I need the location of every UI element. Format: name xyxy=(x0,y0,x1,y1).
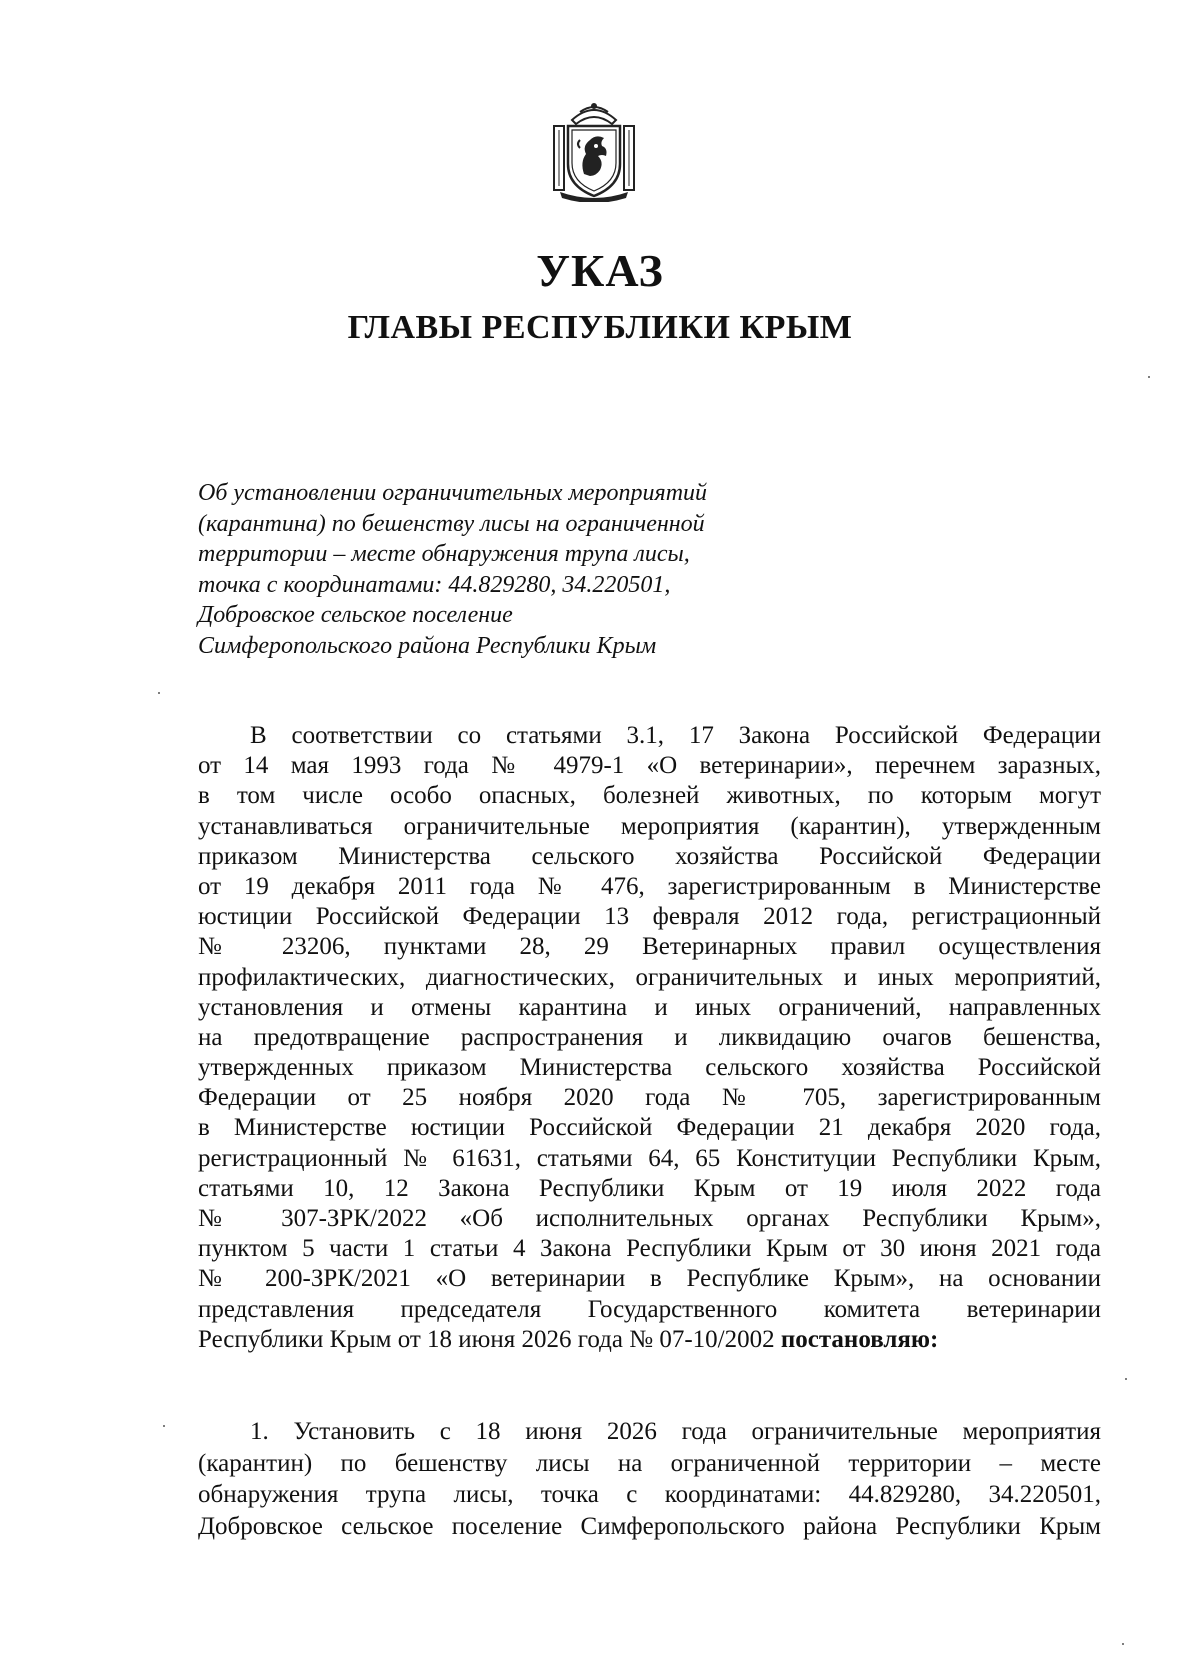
point-1-line: обнаружения трупа лисы, точка с координатами: 44.829280, 34.220501, xyxy=(198,1481,1101,1508)
point-1-line: Добровское сельское поселение Симферопольского района Республики Крым xyxy=(198,1512,1101,1540)
subject-line: Об установлении ограничительных мероприятий xyxy=(198,480,708,506)
preamble-paragraph xyxy=(198,721,1101,1355)
preamble-line: Федерации от 25 ноября 2020 года № 705, зарегистрированным xyxy=(198,1084,1101,1112)
preamble-line: утвержденных приказом Министерства сельского хозяйства Российской xyxy=(198,1054,1101,1082)
document-title: УКАЗ xyxy=(536,245,664,296)
scan-speck xyxy=(1122,1643,1124,1645)
scan-speck xyxy=(1148,376,1150,378)
subject-line: территории – месте обнаружения трупа лисы, xyxy=(198,541,690,567)
point-1-line: 1. Установить с 18 июня 2026 года ограничительные мероприятия xyxy=(250,1418,1101,1445)
point-1-paragraph xyxy=(198,1416,1101,1542)
preamble-last-line xyxy=(198,1325,1101,1355)
decree-subject xyxy=(198,478,838,661)
preamble-line: пунктом 5 части 1 статьи 4 Закона Республики Крым от 30 июня 2021 года xyxy=(198,1235,1101,1263)
preamble-line: № 307-ЗРК/2022 «Об исполнительных органах Республики Крым», xyxy=(198,1205,1101,1232)
preamble-line: от 14 мая 1993 года № 4979-1 «О ветеринарии», перечнем заразных, xyxy=(198,752,1101,780)
preamble-line: установления и отмены карантина и иных ограничений, направленных xyxy=(198,993,1101,1021)
preamble-line: регистрационный № 61631, статьями 64, 65 Конституции Республики Крым, xyxy=(198,1144,1101,1172)
scan-speck xyxy=(163,1425,165,1427)
preamble-line: представления председателя Государственного комитета ветеринарии xyxy=(198,1295,1101,1323)
preamble-line: устанавливаться ограничительные мероприятия (карантин), утвержденным xyxy=(198,812,1101,840)
preamble-line: В соответствии со статьями 3.1, 17 Закона Российской Федерации xyxy=(250,722,1101,749)
preamble-line: юстиции Российской Федерации 13 февраля 2012 года, регистрационный xyxy=(198,903,1101,931)
preamble-line: приказом Министерства сельского хозяйства Российской Федерации xyxy=(198,842,1101,870)
scan-speck xyxy=(1125,1378,1127,1380)
decree-word: постановляю: xyxy=(780,1325,939,1353)
subject-line: (карантина) по бешенству лисы на ограниченной xyxy=(198,510,705,537)
document-subtitle: ГЛАВЫ РЕСПУБЛИКИ КРЫМ xyxy=(347,309,853,346)
preamble-line: на предотвращение распространения и ликвидацию очагов бешенства, xyxy=(198,1023,1101,1051)
scan-speck xyxy=(158,692,160,694)
subject-line: Добровское сельское поселение xyxy=(198,602,513,628)
preamble-line: № 200-ЗРК/2021 «О ветеринарии в Республике Крым», на основании xyxy=(198,1265,1101,1293)
preamble-last-line-text: Республики Крым от 18 июня 2026 года № 07-10/2002 xyxy=(198,1325,781,1353)
preamble-line: от 19 декабря 2011 года № 476, зарегистрированным в Министерстве xyxy=(198,872,1101,900)
subject-line: точка с координатами: 44.829280, 34.220501, xyxy=(198,571,671,598)
preamble-line: в том числе особо опасных, болезней животных, по которым могут xyxy=(198,782,1101,810)
preamble-line: в Министерстве юстиции Российской Федерации 21 декабря 2020 года, xyxy=(198,1114,1101,1142)
preamble-line: № 23206, пунктами 28, 29 Ветеринарных правил осуществления xyxy=(198,933,1101,961)
point-1-line: (карантин) по бешенству лисы на ограниченной территории – месте xyxy=(198,1449,1101,1477)
preamble-line: профилактических, диагностических, ограничительных и иных мероприятий, xyxy=(198,963,1101,991)
subject-line: Симферопольского района Республики Крым xyxy=(198,632,657,659)
preamble-line: статьями 10, 12 Закона Республики Крым от 19 июля 2022 года xyxy=(198,1174,1101,1202)
coat-of-arms-crimea-icon xyxy=(550,98,638,202)
